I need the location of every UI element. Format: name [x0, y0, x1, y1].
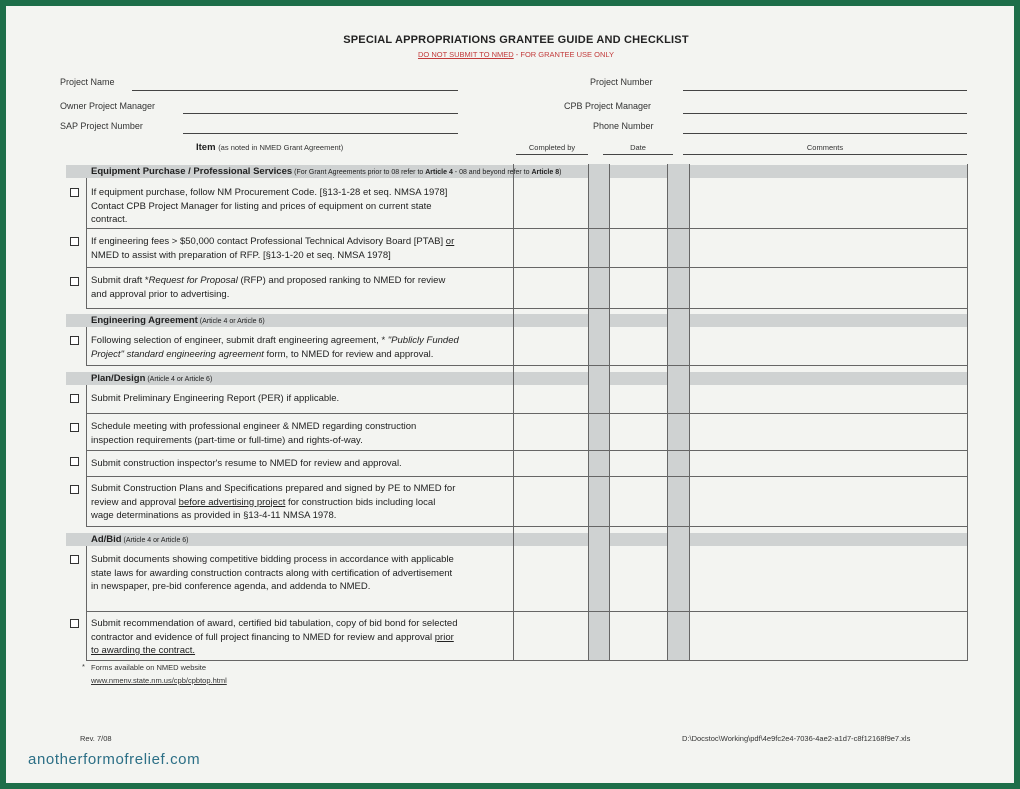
checkbox[interactable]: [70, 485, 79, 494]
checkbox[interactable]: [70, 457, 79, 466]
sap-number-label: SAP Project Number: [60, 121, 143, 131]
forms-note: Forms available on NMED website: [91, 663, 207, 672]
grid-line: [86, 178, 87, 309]
date-header: Date: [630, 143, 646, 152]
document-subtitle: [6, 50, 1020, 59]
list-item: Submit Preliminary Engineering Report (PER) if applicable.: [91, 393, 340, 404]
completed-by-header: Completed by: [528, 143, 576, 152]
list-item: Schedule meeting with professional engineer & NMED regarding construction inspection requirements (part-time or full-time) and rights-of-way.: [91, 421, 417, 446]
grid-line: [588, 164, 589, 660]
list-item: If equipment purchase, follow NM Procurement Code. [§13-1-28 et seq. NMSA 1978] Contact CPB Project Manager for listing and prices of equipment on current state contract.: [91, 187, 448, 225]
sap-number-field[interactable]: [183, 133, 458, 134]
checkbox[interactable]: [70, 619, 79, 628]
project-name-field[interactable]: [132, 90, 458, 91]
nmed-website-link[interactable]: www.nmenv.state.nm.us/cpb/cpbtop.html: [91, 676, 227, 685]
row-divider: [86, 308, 968, 309]
row-divider: [86, 611, 968, 612]
row-divider: [86, 267, 968, 268]
checkbox[interactable]: [70, 277, 79, 286]
row-divider: [86, 660, 968, 661]
project-number-field[interactable]: [683, 90, 967, 91]
row-divider: [86, 413, 968, 414]
grid-line: [967, 164, 968, 660]
list-item: If engineering fees > $50,000 contact Professional Technical Advisory Board [PTAB] or NMED to assist with preparation of RFP. [§13-1-20 et seq. NMSA 1978]: [91, 236, 455, 261]
comments-header: Comments: [806, 143, 844, 152]
revision-label: Rev. 7/08: [80, 734, 112, 743]
row-divider: [86, 526, 968, 527]
project-number-label: Project Number: [590, 77, 653, 87]
row-divider: [86, 476, 968, 477]
grid-line: [667, 164, 668, 660]
file-path: D:\Docstoc\Working\pdf\4e9fc2e4-7036-4ae2-a1d7-c8f12168f9e7.xls: [682, 734, 911, 743]
document-title: SPECIAL APPROPRIATIONS GRANTEE GUIDE AND CHECKLIST: [343, 34, 689, 46]
section-ad-bid: Ad/Bid (Article 4 or Article 6): [66, 533, 968, 546]
checkbox[interactable]: [70, 423, 79, 432]
grid-line: [86, 385, 87, 526]
cpb-pm-field[interactable]: [683, 113, 967, 114]
checkbox[interactable]: [70, 188, 79, 197]
section-plan-design: Plan/Design (Article 4 or Article 6): [66, 372, 968, 385]
row-divider: [86, 228, 968, 229]
subtitle-warning: DO NOT SUBMIT TO NMED: [417, 50, 514, 59]
cpb-pm-label: CPB Project Manager: [564, 101, 652, 111]
list-item: Following selection of engineer, submit draft engineering agreement, * "Publicly Funded Project" standard engineering agreement form, to NMED for review and approval.: [91, 335, 459, 360]
list-item: Submit construction inspector's resume to NMED for review and approval.: [91, 458, 402, 469]
list-item: Submit Construction Plans and Specifications prepared and signed by PE to NMED for review and approval before advertising project for construction bids including local wage determinations as provided in §13-4-11 NMSA 1978.: [91, 483, 456, 521]
row-divider: [86, 450, 968, 451]
checkbox[interactable]: [70, 336, 79, 345]
owner-pm-field[interactable]: [183, 113, 458, 114]
watermark-text: anotherformofrelief.com: [28, 751, 201, 768]
grid-line: [689, 164, 690, 660]
row-divider: [86, 365, 968, 366]
phone-field[interactable]: [683, 133, 967, 134]
completed-by-header-line: [516, 154, 588, 155]
subtitle-rest: - FOR GRANTEE USE ONLY: [513, 50, 614, 59]
checkbox[interactable]: [70, 237, 79, 246]
grid-line: [609, 164, 610, 660]
owner-pm-label: Owner Project Manager: [60, 101, 156, 111]
grid-line: [86, 546, 87, 660]
phone-label: Phone Number: [593, 121, 654, 131]
list-item: Submit draft *Request for Proposal (RFP) and proposed ranking to NMED for review and approval prior to advertising.: [91, 275, 446, 300]
list-item: Submit recommendation of award, certified bid tabulation, copy of bid bond for selected contractor and evidence of full project financing to NMED for review and approval prior to awarding the contract.: [91, 618, 458, 656]
date-header-line: [603, 154, 673, 155]
checkbox[interactable]: [70, 394, 79, 403]
comments-header-line: [683, 154, 967, 155]
checkbox[interactable]: [70, 555, 79, 564]
item-column-header: Item (as noted in NMED Grant Agreement): [196, 142, 344, 153]
shaded-column-2: [667, 164, 689, 660]
list-item: Submit documents showing competitive bidding process in accordance with applicable state laws for awarding construction contracts along with certification of advertisement in newspaper, pre-bid conference agenda, and addenda to NMED.: [91, 554, 454, 592]
section-engineering: Engineering Agreement (Article 4 or Article 6): [66, 314, 968, 327]
section-equipment: Equipment Purchase / Professional Services (For Grant Agreements prior to 08 refer to Article 4 - 08 and beyond refer to Article 8): [66, 165, 968, 178]
shaded-column-1: [588, 164, 609, 660]
grid-line: [86, 327, 87, 365]
project-name-label: Project Name: [60, 77, 115, 87]
footnote-asterisk: *: [82, 662, 85, 671]
